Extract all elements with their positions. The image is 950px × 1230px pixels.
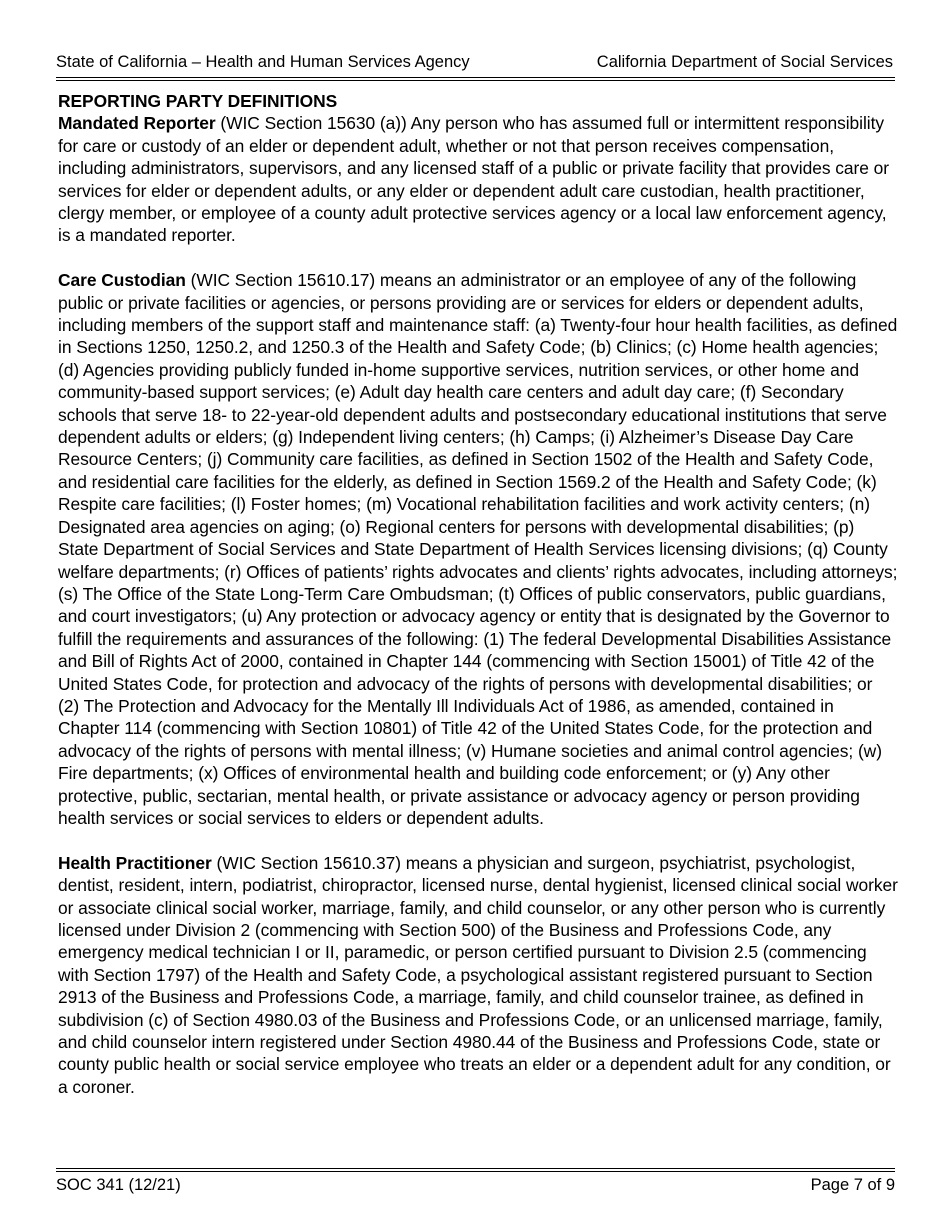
header-rule-bottom	[56, 80, 895, 81]
section-title: REPORTING PARTY DEFINITIONS	[58, 91, 338, 111]
term-health-practitioner: Health Practitioner	[58, 852, 212, 873]
page-footer	[56, 1175, 895, 1195]
definition-care-custodian: (WIC Section 15610.17) means an administrator or an employee of any of the following public or private facilities or agencies, or persons providing are or services for elders or dependent adults, including members of the support staff and maintenance staff: (a) Twenty-four hour health facilities, as defined in Sections 1250, 1250.2, and 1250.3 of the Health and Safety Code; (b) Clinics; (c) Home health agencies; (d) Agencies providing publicly funded in-home supportive services, nutrition services, or other home and community-based support services; (e) Adult day health care centers and adult day care; (f) Secondary schools that serve 18- to 22-year-old dependent adults and postsecondary educational institutions that serve dependent adults or elders; (g) Independent living centers; (h) Camps; (i) Alzheimer’s Disease Day Care Resource Centers; (j) Community care facilities, as defined in Section 1502 of the Health and Safety Code, and residential care facilities for the elderly, as defined in Section 1569.2 of the Health and Safety Code; (k) Respite care facilities; (l) Foster homes; (m) Vocational rehabilitation facilities and work activity centers; (n) Designated area agencies on aging; (o) Regional centers for persons with developmental disabilities; (p) State Department of Social Services and State Department of Health Services licensing divisions; (q) County welfare departments; (r) Offices of patients’ rights advocates and clients’ rights advocates, including attorneys; (s) The Office of the State Long-Term Care Ombudsman; (t) Offices of public conservators, public guardians, and court investigators; (u) Any protection or advocacy agency or entity that is designated by the Governor to fulfill the requirements and assurances of the following: (1) The federal Developmental Disabilities Assistance and Bill of Rights Act of 2000, contained in Chapter 144 (commencing with Section 15001) of Title 42 of the United States Code, for protection and advocacy of the rights of persons with developmental disabilities; or (2) The Protection and Advocacy for the Mentally Ill Individuals Act of 1986, as amended, contained in Chapter 114 (commencing with Section 10801) of Title 42 of the United States Code, for the protection and advocacy of the rights of persons with mental illness; (v) Humane societies and animal control agencies; (w) Fire departments; (x) Offices of environmental health and building code enforcement; or (y) Any other protective, public, sectarian, mental health, or private assistance or advocacy agency or person providing health services or social services to elders or dependent adults.	[58, 270, 898, 828]
form-number: SOC 341 (12/21)	[56, 1176, 181, 1194]
document-body	[58, 90, 898, 1098]
paragraph-care-custodian	[58, 269, 898, 829]
header-department: California Department of Social Services	[596, 53, 893, 71]
term-care-custodian: Care Custodian	[58, 270, 186, 291]
term-mandated-reporter: Mandated Reporter	[58, 113, 216, 134]
header-rule-top	[56, 77, 895, 78]
definition-health-practitioner: (WIC Section 15610.37) means a physician and surgeon, psychiatrist, psychologist, dentist, resident, intern, podiatrist, chiropractor, licensed nurse, dental hygienist, licensed clinical social worker or associate clinical social worker, marriage, family, and child counselor, or any other person who is currently licensed under Division 2 (commencing with Section 500) of the Business and Professions Code, any emergency medical technician I or II, paramedic, or person certified pursuant to Division 2.5 (commencing with Section 1797) of the Health and Safety Code, a psychological assistant registered pursuant to Section 2913 of the Business and Professions Code, a marriage, family, and child counselor trainee, as defined in subdivision (c) of Section 4980.03 of the Business and Professions Code, or an unlicensed marriage, family, and child counselor intern registered under Section 4980.44 of the Business and Professions Code, state or county public health or social service employee who treats an elder or a dependent adult for any condition, or a coroner.	[58, 852, 898, 1097]
page-header	[56, 52, 893, 72]
definition-mandated-reporter: (WIC Section 15630 (a)) Any person who has assumed full or intermittent responsibility for care or custody of an elder or dependent adult, whether or not that person receives compensation, including administrators, supervisors, and any licensed staff of a public or private facility that provides care or services for elder or dependent adults, or any elder or dependent adult care custodian, health practitioner, clergy member, or employee of a county adult protective services agency or a local law enforcement agency, is a mandated reporter.	[58, 113, 890, 246]
paragraph-health-practitioner	[58, 852, 898, 1098]
footer-rule-top	[56, 1168, 895, 1169]
footer-rule-bottom	[56, 1171, 895, 1172]
paragraph-mandated-reporter	[58, 112, 898, 246]
page-number: Page 7 of 9	[810, 1176, 895, 1194]
header-agency: State of California – Health and Human Services Agency	[56, 53, 470, 71]
